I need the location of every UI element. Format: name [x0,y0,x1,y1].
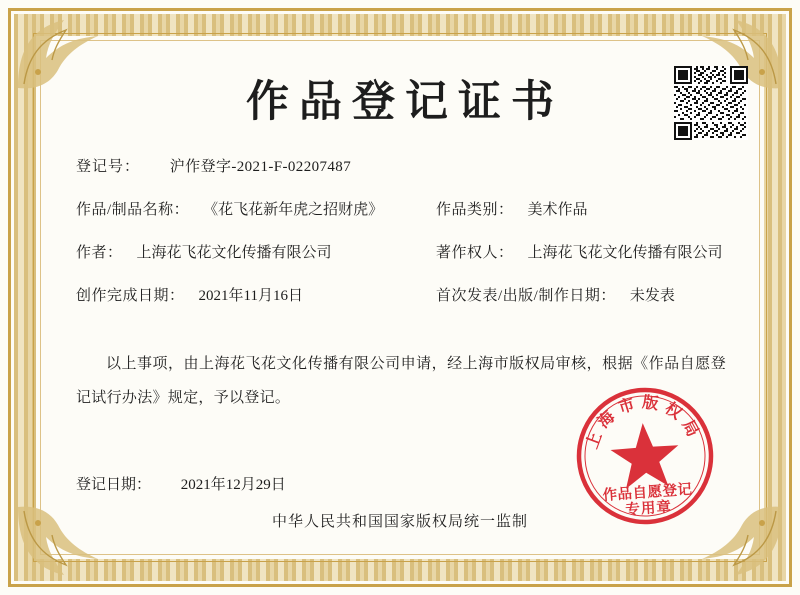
field-row-title [48,198,752,219]
field-copyright-owner [436,241,752,262]
field-publication-date [436,284,752,305]
publication-date-label: 首次发表/出版/制作日期： [436,288,616,304]
qr-code-icon [674,66,748,140]
publication-date-value: 未发表 [629,288,675,304]
issue-date-value: 2021年12月29日 [180,477,286,493]
field-row-dates [48,284,752,305]
field-row-author [48,241,752,262]
creation-date-label: 创作完成日期： [76,288,185,304]
field-work-category [436,198,752,219]
svg-text:作品自愿登记: 作品自愿登记 [602,481,694,505]
author-value: 上海花飞花文化传播有限公司 [136,245,332,261]
certificate-body-text: 以上事项，由上海花飞花文化传播有限公司申请，经上海市版权局审核，根据《作品自愿登记试行办法》规定，予以登记。 [76,356,726,406]
work-title-value: 《花飞花新年虎之招财虎》 [203,202,384,218]
svg-text:上海市版权局: 上海市版权局 [583,394,704,452]
field-work-title [76,198,436,219]
field-author [76,241,436,262]
issue-date-label: 登记日期： [76,477,152,493]
work-category-label: 作品类别： [436,202,514,218]
official-seal-stamp [569,380,721,532]
work-category-value: 美术作品 [527,202,588,218]
author-label: 作者： [76,245,123,261]
registration-number-row [48,155,752,176]
svg-text:专用章: 专用章 [624,499,673,519]
creation-date-value: 2021年11月16日 [198,288,303,304]
copyright-owner-value: 上海花飞花文化传播有限公司 [527,245,723,261]
registration-number-value: 沪作登字-2021-F-02207487 [169,159,352,175]
certificate-footer: 中华人民共和国国家版权局统一监制 [271,514,528,530]
registration-number-label: 登记号： [76,159,141,175]
copyright-owner-label: 著作权人： [436,245,514,261]
page-title: 作品登记证书 [246,77,564,127]
field-creation-date [76,284,436,305]
work-title-label: 作品/制品名称： [76,202,190,218]
